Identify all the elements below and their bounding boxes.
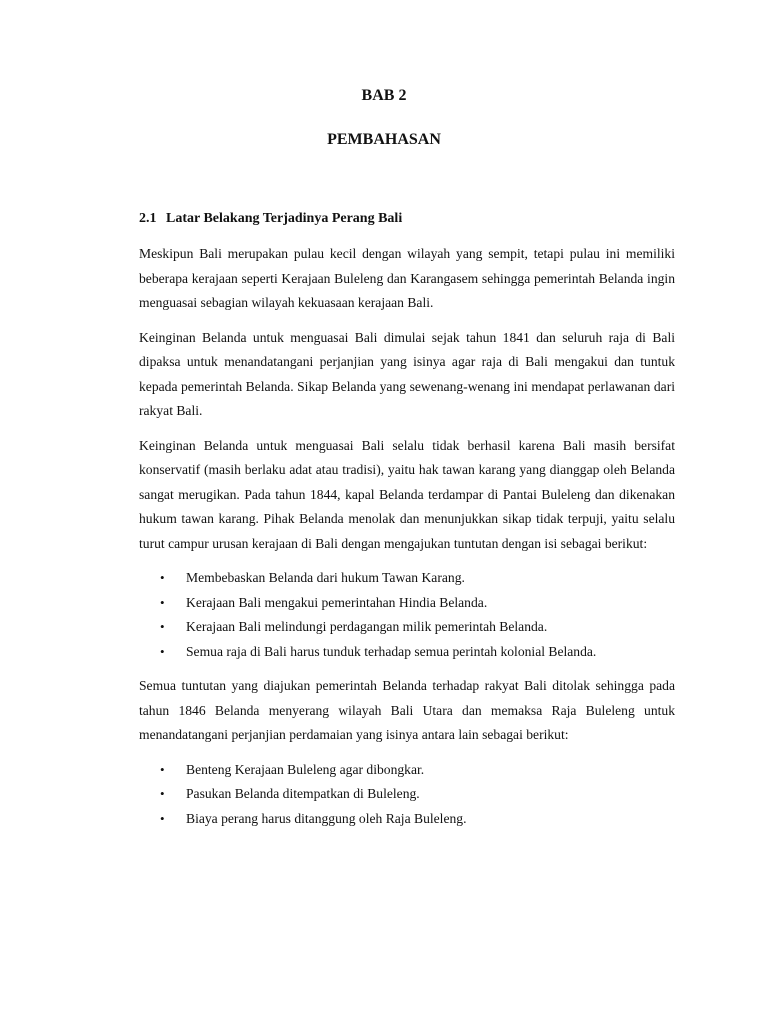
- demands-list: [139, 566, 675, 664]
- list-item: [139, 566, 675, 591]
- bullet-icon: •: [160, 570, 165, 585]
- list-item: [139, 640, 675, 665]
- list-item-text: Kerajaan Bali mengakui pemerintahan Hindia Belanda.: [186, 594, 488, 610]
- list-item-text: Biaya perang harus ditanggung oleh Raja Buleleng.: [186, 810, 467, 826]
- paragraph: Keinginan Belanda untuk menguasai Bali selalu tidak berhasil karena Bali masih bersifat konservatif (masih berlaku adat atau tradisi), yaitu hak tawan karang yang dianggap oleh Belanda sangat merugikan. Pada tahun 1844, kapal Belanda terdampar di Pantai Buleleng dan dikenakan hukum tawan karang. Pihak Belanda menolak dan menunjukkan sikap tidak terpuji, yaitu selalu turut campur urusan kerajaan di Bali dengan mengajukan tuntutan dengan isi sebagai berikut:: [139, 437, 675, 551]
- list-item-text: Pasukan Belanda ditempatkan di Buleleng.: [186, 786, 420, 801]
- list-item-text: Kerajaan Bali melindungi perdagangan milik pemerintah Belanda.: [186, 619, 548, 634]
- section-heading: [139, 209, 402, 229]
- list-item: [139, 758, 675, 783]
- section-title: Latar Belakang Terjadinya Perang Bali: [166, 211, 403, 226]
- list-item-text: Benteng Kerajaan Buleleng agar dibongkar.: [186, 761, 425, 777]
- bullet-icon: •: [160, 619, 165, 634]
- paragraph: Keinginan Belanda untuk menguasai Bali dimulai sejak tahun 1841 dan seluruh raja di Bali dipaksa untuk menandatangani perjanjian yang isinya agar raja di Bali mengakui dan tuntuk kepada pemerintah Belanda. Sikap Belanda yang sewenang-wenang ini mendapat perlawanan dari rakyat Bali.: [139, 329, 675, 418]
- bullet-icon: •: [160, 786, 165, 801]
- chapter-number: BAB 2: [361, 87, 407, 104]
- section-number: 2.1: [139, 211, 157, 226]
- bullet-icon: •: [160, 594, 165, 610]
- section-body: [139, 242, 675, 841]
- list-item: [139, 807, 675, 832]
- treaty-terms-list: [139, 758, 675, 832]
- chapter-title: PEMBAHASAN: [327, 131, 441, 148]
- bullet-icon: •: [160, 643, 165, 659]
- list-item-text: Membebaskan Belanda dari hukum Tawan Karang.: [186, 570, 465, 585]
- bullet-icon: •: [160, 761, 165, 777]
- paragraph: Meskipun Bali merupakan pulau kecil dengan wilayah yang sempit, tetapi pulau ini memiliki beberapa kerajaan seperti Kerajaan Buleleng dan Karangasem sehingga pemerintah Belanda ingin menguasai sebagian wilayah kekuasaan kerajaan Bali.: [139, 246, 675, 310]
- list-item: [139, 591, 675, 616]
- paragraph: Semua tuntutan yang diajukan pemerintah Belanda terhadap rakyat Bali ditolak sehingga pada tahun 1846 Belanda menyerang wilayah Bali Utara dan memaksa Raja Buleleng untuk menandatangani perjanjian perdamaian yang isinya antara lain sebagai berikut:: [139, 678, 675, 742]
- list-item: [139, 782, 675, 807]
- bullet-icon: •: [160, 810, 165, 826]
- list-item: [139, 615, 675, 640]
- list-item-text: Semua raja di Bali harus tunduk terhadap semua perintah kolonial Belanda.: [186, 643, 597, 659]
